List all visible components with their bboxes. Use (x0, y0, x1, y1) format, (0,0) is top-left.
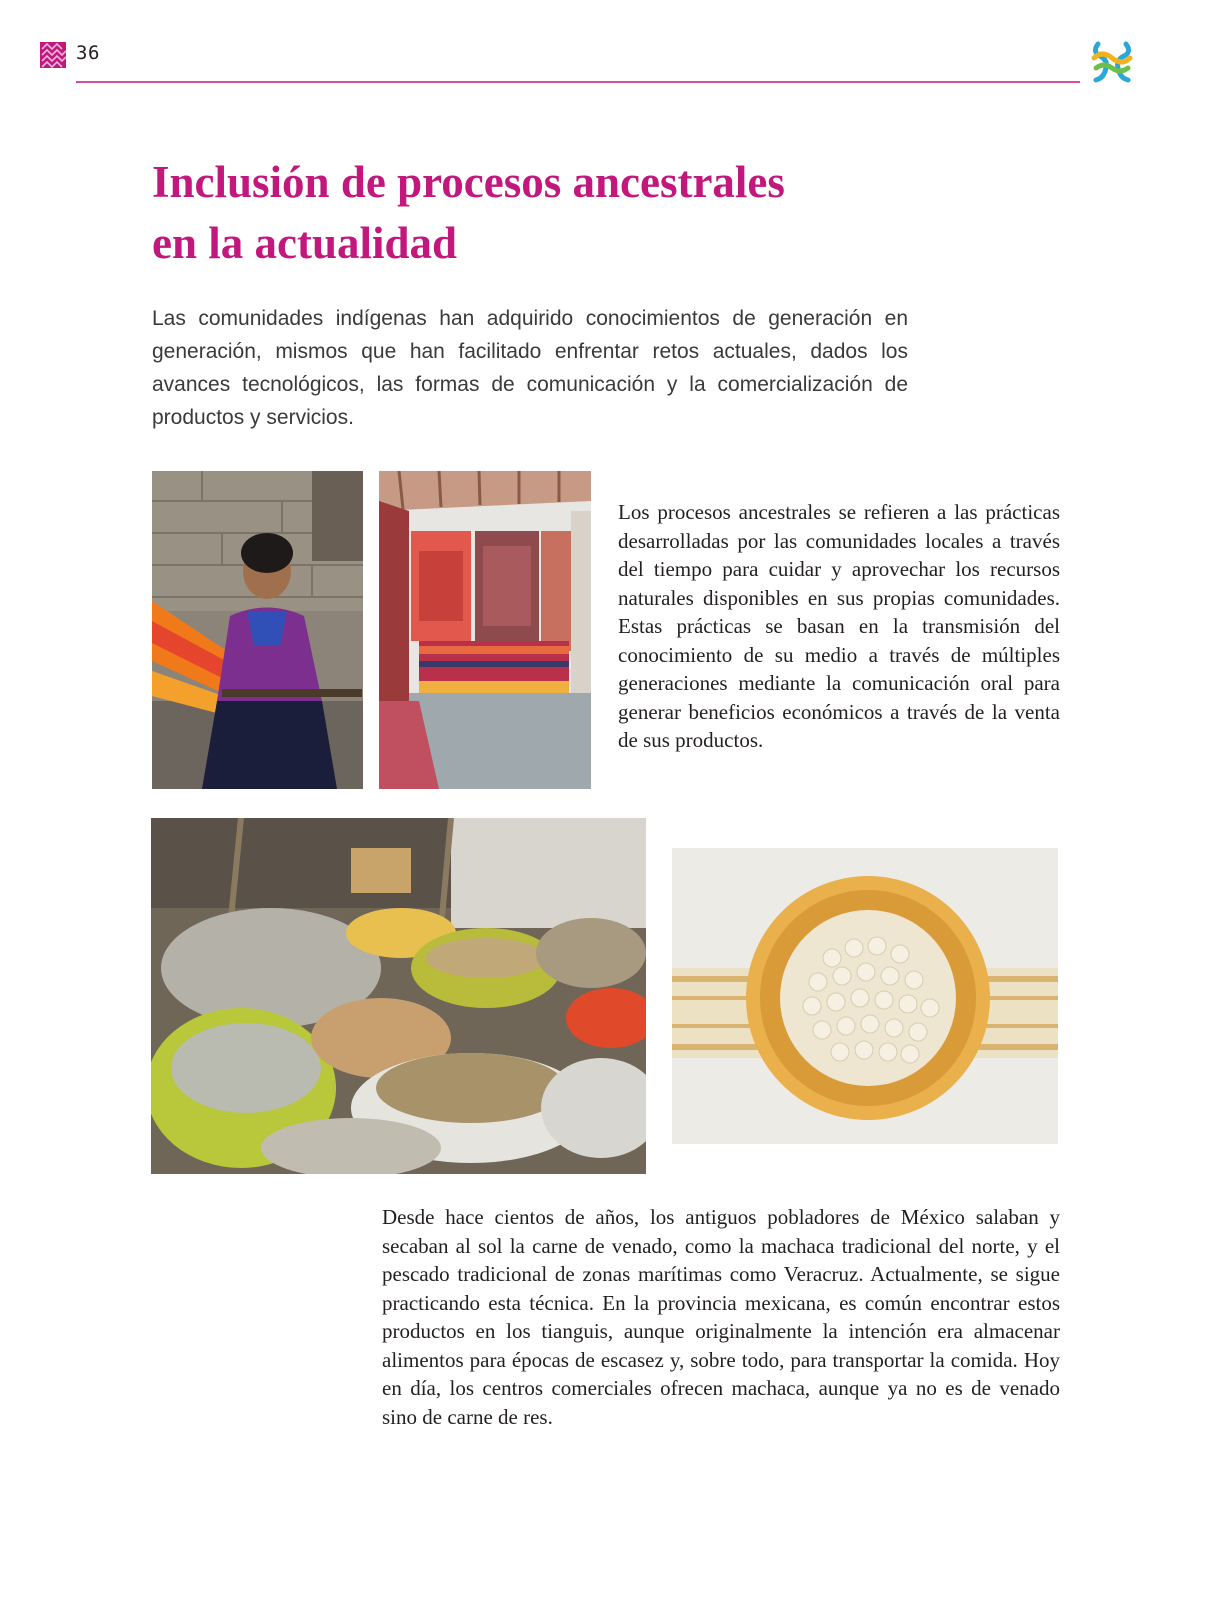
title-line-1: Inclusión de procesos ancestrales (152, 157, 785, 207)
title-line-2: en la actualidad (152, 218, 458, 268)
weaver-photo (152, 471, 363, 789)
page-number: 36 (76, 42, 100, 64)
page-title (152, 152, 1032, 274)
page-mark-icon (40, 42, 66, 68)
intro-paragraph: Las comunidades indígenas han adquirido conocimientos de generación en generación, mismos que han facilitado enfrentar retos actuales, dados los avances tecnológicos, las formas de comunicación y la comercialización de productos y servicios. (152, 307, 908, 429)
corn-bowl-photo (672, 848, 1058, 1144)
dried-meat-paragraph: Desde hace cientos de años, los antiguos pobladores de México salaban y secaban al sol la carne de venado, como la machaca tradicional del norte, y el pescado tradicional de zonas marítimas como Veracruz. Actualmente, se sigue practicando esta técnica. En la provincia mexicana, es común encontrar estos productos en los tianguis, aunque originalmente la intención era almacenar alimentos para épocas de escasez y, sobre todo, para transportar la comida. Hoy en día, los centros comerciales ofrecen machaca, aunque ya no es de venado sino de carne de res. (382, 1205, 1060, 1429)
logo-icon (1088, 38, 1136, 86)
dried-fish-market-photo (151, 818, 646, 1174)
header-rule (76, 81, 1080, 83)
ancestral-processes-paragraph: Los procesos ancestrales se refieren a las prácticas desarrolladas por las comunidades locales a través del tiempo para cuidar y aprovechar los recursos naturales disponibles en sus propias comunidades. Estas prácticas se basan en la transmisión del conocimiento de su medio a través de múltiples generaciones mediante la comunicación oral para generar beneficios económicos a través de la venta de sus productos. (618, 500, 1060, 752)
textiles-shop-photo (379, 471, 591, 789)
